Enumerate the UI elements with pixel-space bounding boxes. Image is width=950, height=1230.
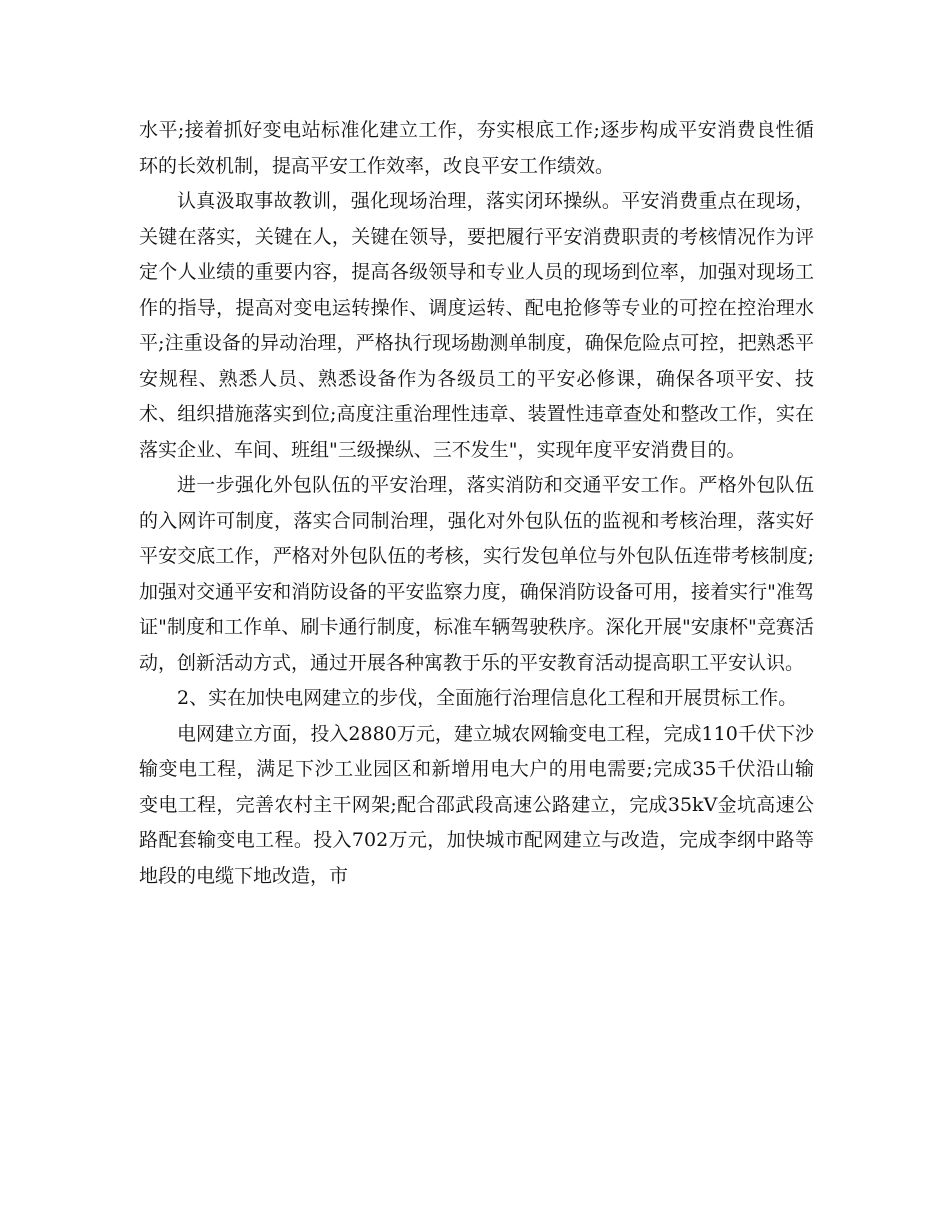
- paragraph-1: 水平;接着抓好变电站标准化建立工作，夯实根底工作;逐步构成平安消费良性循环的长效机制，提高平安工作效率，改良平安工作绩效。: [139, 119, 814, 177]
- document-body: [139, 113, 814, 894]
- paragraph-5: 电网建立方面，投入2880万元，建立城农网输变电工程，完成110千伏下沙输变电工程，满足下沙工业园区和新增用电大户的用电需要;完成35千伏沿山输变电工程，完善农村主干网架;配合邵武段高速公路建立，完成35kV金坑高速公路配套输变电工程。投入702万元，加快城市配网建立与改造，完成李纲中路等地段的电缆下地改造，市: [139, 722, 814, 887]
- paragraph-2: 认真汲取事故教训，强化现场治理，落实闭环操纵。平安消费重点在现场，关键在落实，关键在人，关键在领导，要把履行平安消费职责的考核情况作为评定个人业绩的重要内容，提高各级领导和专业人员的现场到位率，加强对现场工作的指导，提高对变电运转操作、调度运转、配电抢修等专业的可控在控治理水平;注重设备的异动治理，严格执行现场勘测单制度，确保危险点可控，把熟悉平安规程、熟悉人员、熟悉设备作为各级员工的平安必修课，确保各项平安、技术、组织措施落实到位;高度注重治理性违章、装置性违章查处和整改工作，实在落实企业、车间、班组"三级操纵、三不发生"，实现年度平安消费目的。: [139, 190, 814, 461]
- paragraph-3: 进一步强化外包队伍的平安治理，落实消防和交通平安工作。严格外包队伍的入网许可制度，落实合同制治理，强化对外包队伍的监视和考核治理，落实好平安交底工作，严格对外包队伍的考核，实行发包单位与外包队伍连带考核制度;加强对交通平安和消防设备的平安监察力度，确保消防设备可用，接着实行"准驾证"制度和工作单、刷卡通行制度，标准车辆驾驶秩序。深化开展"安康杯"竞赛活动，创新活动方式，通过开展各种寓教于乐的平安教育活动提高职工平安认识。: [139, 474, 814, 674]
- paragraph-4: 2、实在加快电网建立的步伐，全面施行治理信息化工程和开展贯标工作。: [177, 687, 798, 709]
